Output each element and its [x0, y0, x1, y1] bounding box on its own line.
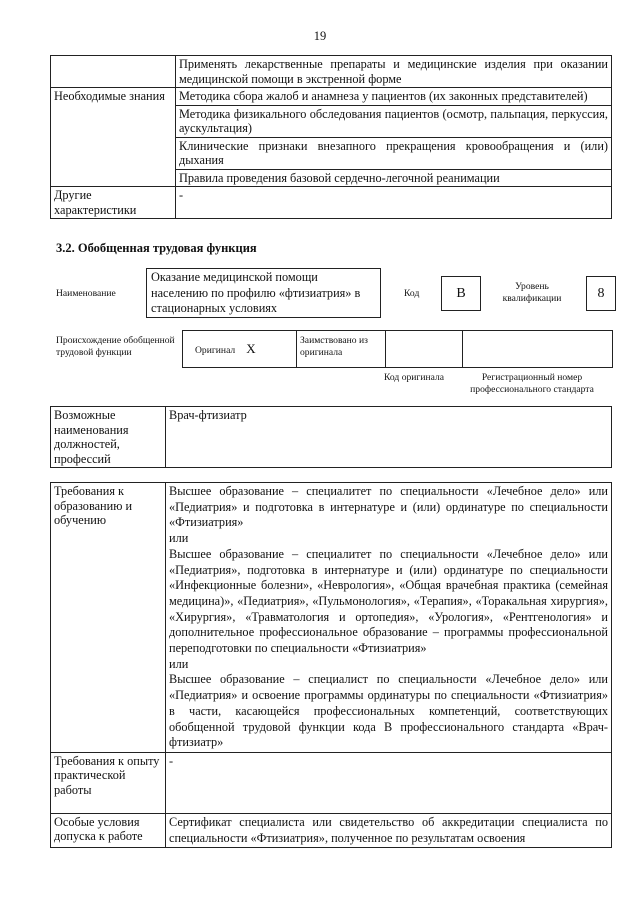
- origin-reg-cell: [463, 331, 613, 368]
- knowledge-cell: Методика физикального обследования пациентов (осмотр, пальпация, перкуссия, аускультация): [176, 105, 612, 137]
- special-conditions-value: Сертификат специалиста или свидетельство об аккредитации специалиста по специальности «Фтизиатрия», полученное по результатам освоения: [166, 813, 612, 847]
- education-label: Требования к образованию и обучению: [51, 483, 166, 753]
- function-name-value: Оказание медицинской помощи населению по профилю «фтизиатрия» в стационарных условиях: [146, 268, 381, 318]
- borrowed-label: Заимствовано из оригинала: [297, 331, 386, 368]
- other-characteristics-value: -: [176, 187, 612, 219]
- experience-value: -: [166, 752, 612, 813]
- knowledge-cell: Правила проведения базовой сердечно-легочной реанимации: [176, 169, 612, 187]
- skills-knowledge-table: [50, 55, 612, 219]
- level-value: 8: [586, 276, 616, 311]
- level-label: Уровень квалификации: [502, 281, 562, 304]
- original-label: Оригинал: [195, 344, 236, 356]
- table-cell-empty: [51, 56, 176, 88]
- special-conditions-label: Особые условия допуска к работе: [51, 813, 166, 847]
- page-number: 19: [313, 29, 327, 43]
- reg-number-caption: Регистрационный номер профессионального стандарта: [470, 372, 594, 395]
- skill-cell: Применять лекарственные препараты и медицинские изделия при оказании медицинской помощи в экстренной форме: [176, 56, 612, 88]
- original-mark: X: [246, 340, 256, 356]
- origin-label: Происхождение обобщенной трудовой функции: [56, 335, 175, 358]
- requirements-table: [50, 482, 612, 848]
- original-cell: [183, 331, 297, 368]
- positions-table: [50, 406, 612, 468]
- knowledge-cell: Клинические признаки внезапного прекращения кровообращения и (или) дыхания: [176, 137, 612, 169]
- code-value: B: [441, 276, 481, 311]
- name-label: Наименование: [56, 288, 116, 299]
- other-characteristics-label: Другие характеристики: [51, 187, 176, 219]
- origin-code-cell: [386, 331, 463, 368]
- positions-value: Врач-фтизиатр: [166, 407, 612, 468]
- knowledge-label: Необходимые знания: [51, 88, 176, 187]
- code-original-caption: Код оригинала: [383, 372, 445, 383]
- code-label: Код: [404, 288, 420, 299]
- knowledge-cell: Методика сбора жалоб и анамнеза у пациентов (их законных представителей): [176, 88, 612, 106]
- origin-table: [182, 330, 613, 368]
- education-value: Высшее образование – специалитет по специальности «Лечебное дело» или «Педиатрия» и подготовка в интернатуре и (или) ординатуре по специальности «Фтизиатрия» или Высшее образование – специалитет по специальности «Лечебное дело» или «Педиатрия», подготовка в интернатуре и (или) ординатуре по специальности «Инфекционные болезни», «Неврология», «Общая врачебная практика (семейная медицина)», «Педиатрия», «Пульмонология», «Терапия», «Торакальная хирургия», «Хирургия», «Травматология и ортопедия», «Урология», «Рентгенология» и дополнительное профессиональное образование – программы профессиональной переподготовки по специальности «Фтизиатрия» или Высшее образование – специалист по специальности «Лечебное дело» или «Педиатрия» и освоение программы ординатуры по специальности «Фтизиатрия» в части, касающейся профессиональных компетенций, соответствующих обобщенной трудовой функции кода B профессионального стандарта «Врач-фтизиатр»: [166, 483, 612, 753]
- section-title: 3.2. Обобщенная трудовая функция: [56, 241, 257, 255]
- experience-label: Требования к опыту практической работы: [51, 752, 166, 813]
- positions-label: Возможные наименования должностей, профессий: [51, 407, 166, 468]
